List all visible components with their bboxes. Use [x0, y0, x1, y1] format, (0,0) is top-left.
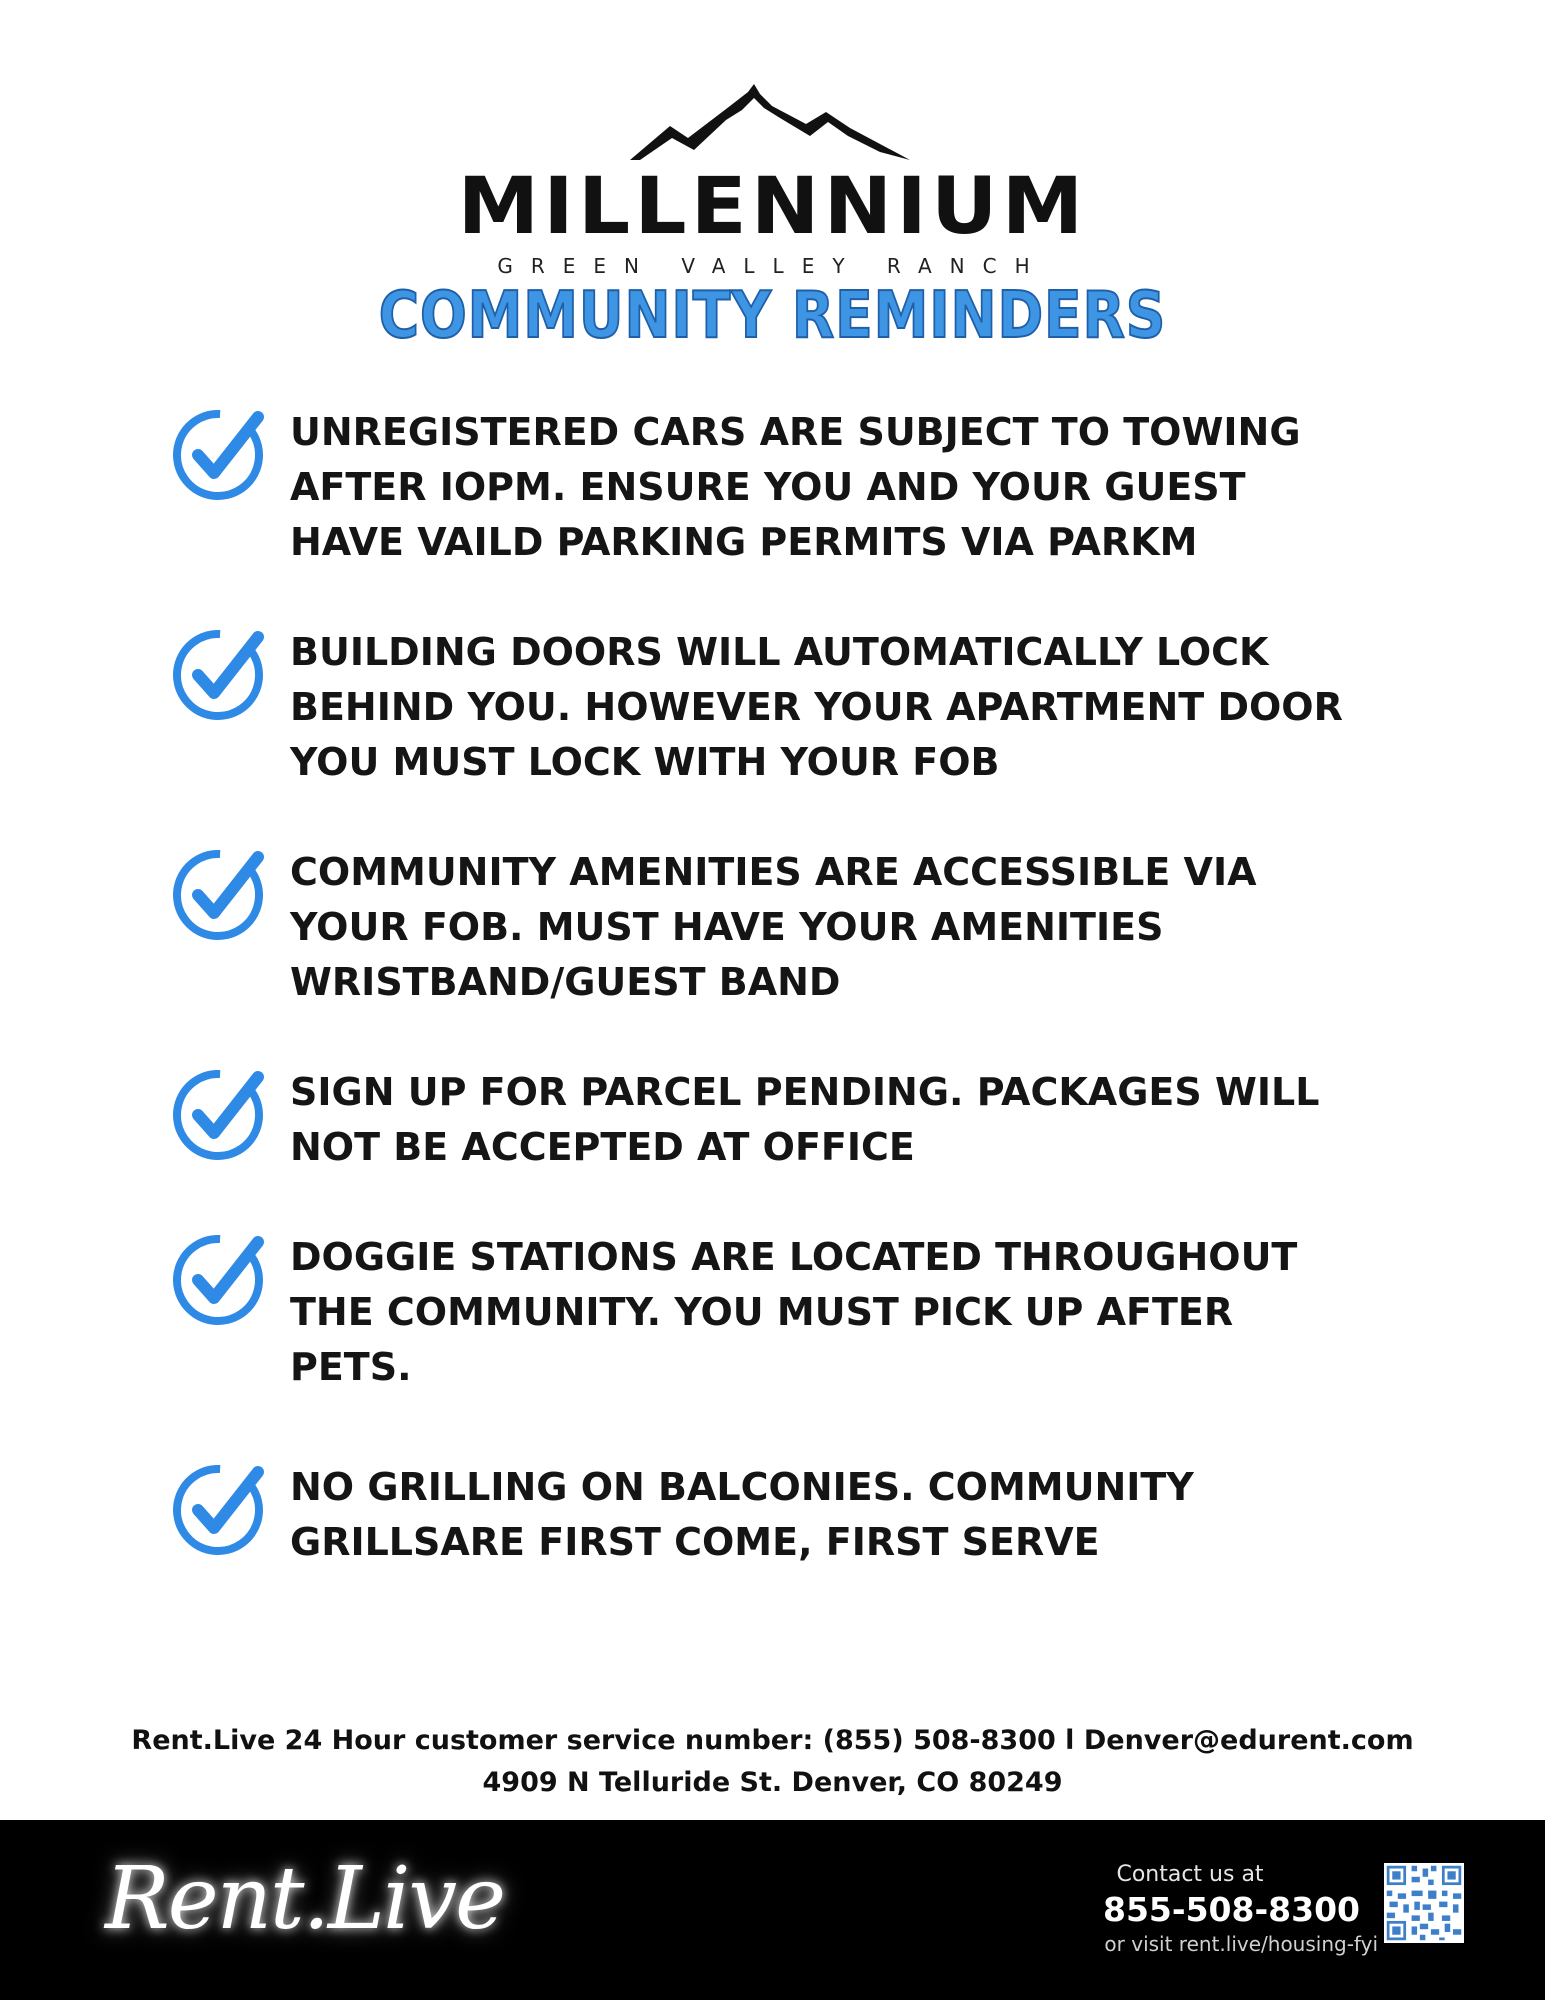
reminder-text: BUILDING DOORS WILL AUTOMATICALLY LOCK BEHIND YOU. HOWEVER YOUR APARTMENT DOOR YOU MUST LOCK WITH YOUR FOB: [290, 630, 1343, 784]
page-title: COMMUNITY REMINDERS: [378, 279, 1167, 353]
footer-bar: [0, 1820, 1545, 2000]
mountain-logo-icon: [630, 78, 910, 164]
reminder-text: SIGN UP FOR PARCEL PENDING. PACKAGES WILL NOT BE ACCEPTED AT OFFICE: [290, 1070, 1320, 1169]
reminder-text: NO GRILLING ON BALCONIES. COMMUNITY GRILLSARE FIRST COME, FIRST SERVE: [290, 1465, 1194, 1564]
contact-url[interactable]: or visit rent.live/housing-fyi: [1104, 1932, 1378, 1956]
checkmark-circle-icon: [170, 1065, 270, 1165]
reminder-text: UNREGISTERED CARS ARE SUBJECT TO TOWING AFTER IOPM. ENSURE YOU AND YOUR GUEST HAVE VAILD PARKING PERMITS VIA PARKM: [290, 410, 1301, 564]
checkmark-circle-icon: [170, 625, 270, 725]
checkmark-circle-icon: [170, 1230, 270, 1330]
reminder-text: COMMUNITY AMENITIES ARE ACCESSIBLE VIA YOUR FOB. MUST HAVE YOUR AMENITIES WRISTBAND/GUEST BAND: [290, 850, 1257, 1004]
rent-live-logo: Rent.Live: [105, 1849, 505, 1949]
contact-label: Contact us at: [1116, 1862, 1264, 1887]
footer-contact: [0, 1720, 1545, 1804]
checkmark-circle-icon: [170, 1460, 270, 1560]
address: 4909 N Telluride St. Denver, CO 80249: [482, 1767, 1063, 1798]
service-line: Rent.Live 24 Hour customer service number: (855) 508-8300 l Denver@edurent.com: [131, 1725, 1414, 1756]
checkmark-circle-icon: [170, 405, 270, 505]
contact-phone[interactable]: 855-508-8300: [1102, 1890, 1360, 1929]
brand-subtitle: GREEN VALLEY RANCH: [497, 254, 1048, 278]
qr-code-icon[interactable]: [1384, 1863, 1464, 1943]
brand-name: MILLENNIUM: [457, 162, 1088, 252]
reminder-text: DOGGIE STATIONS ARE LOCATED THROUGHOUT THE COMMUNITY. YOU MUST PICK UP AFTER PETS.: [290, 1235, 1298, 1389]
checkmark-circle-icon: [170, 845, 270, 945]
